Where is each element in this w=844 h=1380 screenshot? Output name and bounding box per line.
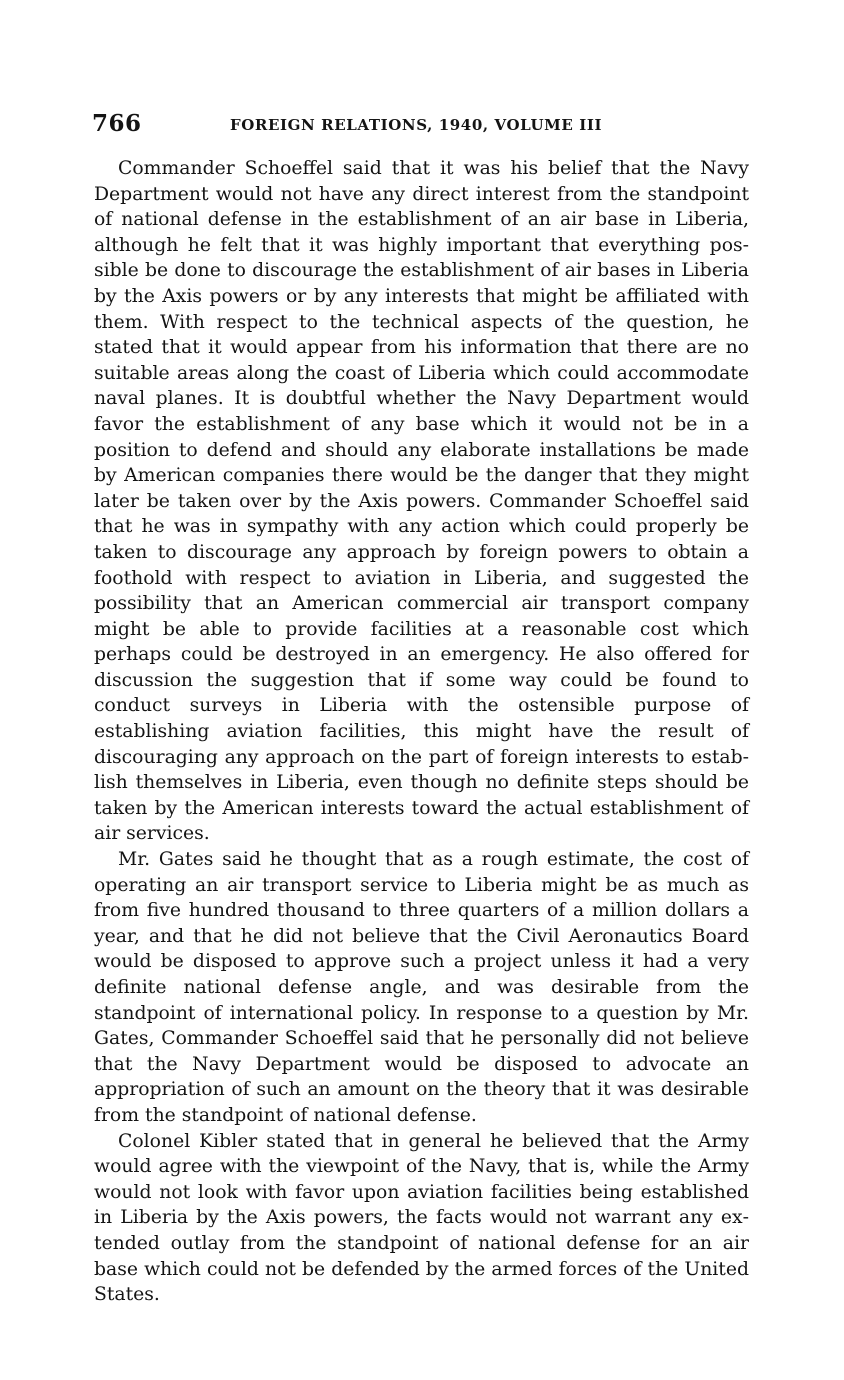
body-text [94, 156, 749, 1308]
running-head: FOREIGN RELATIONS, 1940, VOLUME III [230, 116, 603, 134]
page-header [92, 110, 752, 140]
paragraph-kibler: Colonel Kibler stated that in general he believed that the Army would agree with the viewpoint of the Navy, that is, while the Army would not look with favor upon aviation facilities being established in Liberia by the Axis powers, the facts would not warrant any extended outlay from the standpoint of national defense for an air base which could not be defended by the armed forces of the United States. [94, 1130, 749, 1306]
paragraph-schoeffel: Commander Schoeffel said that it was his belief that the Navy Department would not have any direct interest from the standpoint of national defense in the establishment of an air base in Liberia, although he felt that it was highly important that everything possible be done to discourage the establishment of air bases in Liberia by the Axis powers or by any interests that might be affiliated with them. With respect to the technical aspects of the question, he stated that it would appear from his information that there are no suitable areas along the coast of Liberia which could accommodate naval planes. It is doubtful whether the Navy Department would favor the establishment of any base which it would not be in a position to defend and should any elaborate installations be made by American companies there would be the danger that they might later be taken over by the Axis powers. Commander Schoeffel said that he was in sympathy with any action which could properly be taken to discourage any approach by foreign powers to obtain a foothold with respect to aviation in Liberia, and suggested the possibility that an American commercial air transport company might be able to provide facilities at a reasonable cost which perhaps could be destroyed in an emergency. He also offered for discussion the suggestion that if some way could be found to conduct surveys in Liberia with the ostensible purpose of establishing aviation facilities, this might have the result of discouraging any approach on the part of foreign interests to establish themselves in Liberia, even though no definite steps should be taken by the American interests toward the actual establishment of air services. [94, 158, 749, 845]
page-number: 766 [92, 110, 142, 137]
paragraph-gates: Mr. Gates said he thought that as a rough estimate, the cost of operating an air transport service to Liberia might be as much as from five hundred thousand to three quarters of a million dollars a year, and that he did not believe that the Civil Aeronautics Board would be disposed to approve such a project unless it had a very definite national defense angle, and was desirable from the standpoint of international policy. In response to a question by Mr. Gates, Commander Schoeffel said that he personally did not believe that the Navy Department would be disposed to advocate an appropriation of such an amount on the theory that it was desirable from the standpoint of national defense. [94, 849, 749, 1126]
